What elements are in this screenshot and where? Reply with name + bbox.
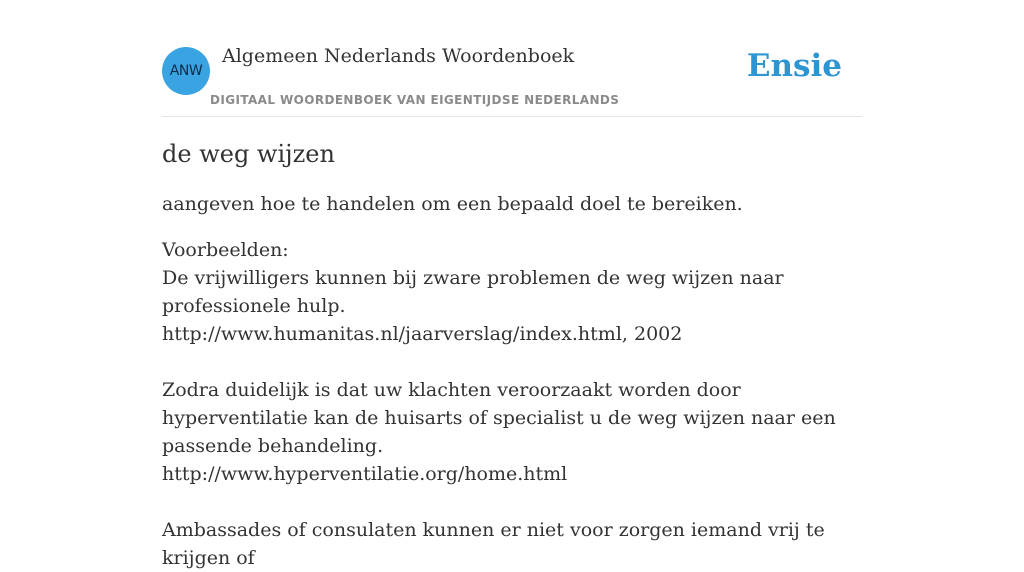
example-spacer [162,348,862,376]
site-title[interactable]: Algemeen Nederlands Woordenboek [222,45,575,67]
entry-content [162,138,862,572]
anw-logo[interactable]: ANW [162,47,210,95]
example-text: De vrijwilligers kunnen bij zware problemen de weg wijzen naar professionele hulp. [162,267,784,317]
example-text: Zodra duidelijk is dat uw klachten veroorzaakt worden door hyperventilatie kan de huisarts of specialist u de weg wijzen naar een passende behandeling. [162,379,836,457]
examples-label: Voorbeelden: [162,239,289,261]
entry-headword: de weg wijzen [162,140,335,168]
ensie-brand-link[interactable]: Ensie [746,48,842,84]
site-subtitle: DIGITAAL WOORDENBOEK VAN EIGENTIJDSE NEDERLANDS [210,93,620,107]
example-spacer [162,488,862,516]
example-source: http://www.humanitas.nl/jaarverslag/index.html, 2002 [162,323,683,345]
example-text: Ambassades of consulaten kunnen er niet voor zorgen iemand vrij te krijgen of [162,519,825,569]
entry-definition: aangeven hoe te handelen om een bepaald doel te bereiken. [162,193,743,215]
example-source: http://www.hyperventilatie.org/home.html [162,463,568,485]
site-header [162,0,862,117]
examples-section [162,236,862,572]
